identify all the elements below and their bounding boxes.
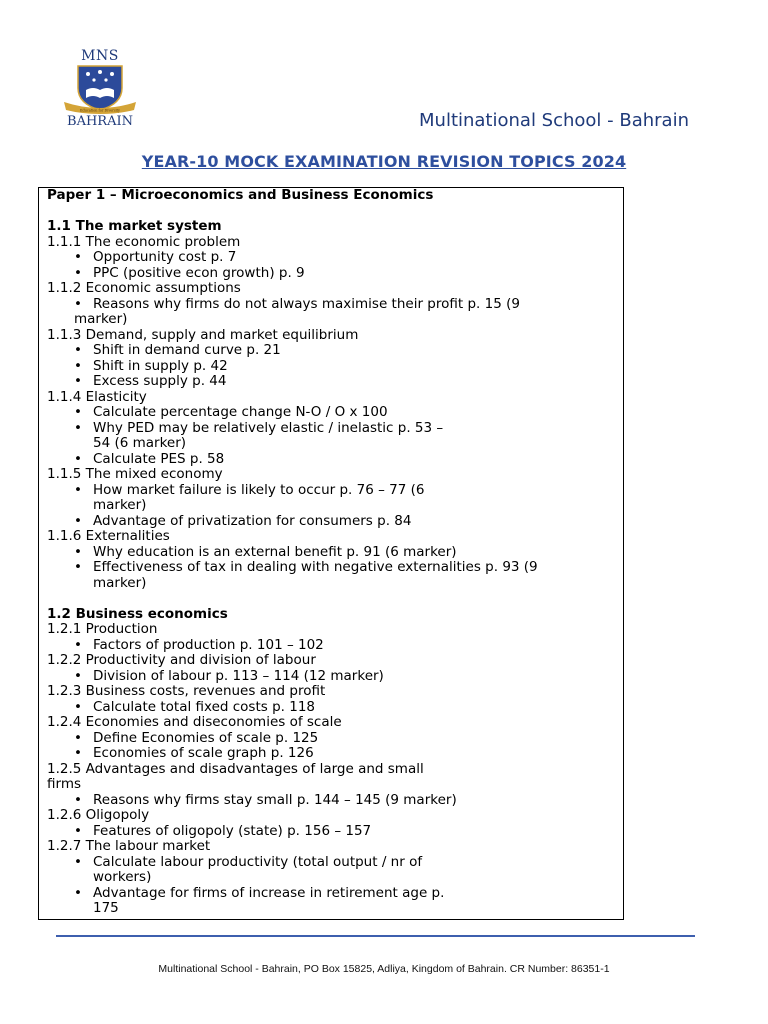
list-item: • Calculate percentage change N-O / O x 100: [74, 404, 388, 420]
list-item: • Factors of production p. 101 – 102: [74, 636, 324, 653]
list-item: • Division of labour p. 113 – 114 (12 marker): [74, 667, 384, 684]
topic-heading: 1.2.2 Productivity and division of labour: [47, 652, 316, 668]
list-item-continued: 175: [93, 900, 119, 916]
list-item: • Shift in supply p. 42: [74, 357, 228, 374]
list-item-continued: marker): [93, 497, 147, 513]
list-item-continued: workers): [93, 869, 152, 885]
topic-heading: 1.2.4 Economies and diseconomies of scale: [47, 714, 342, 730]
topic-heading: 1.2.5 Advantages and disadvantages of large and small: [47, 760, 424, 777]
list-item-continued: marker): [74, 311, 128, 327]
list-item: • Advantage of privatization for consumers p. 84: [74, 512, 412, 529]
topic-heading: 1.2.3 Business costs, revenues and profit: [47, 683, 326, 699]
topic-heading: 1.1.3 Demand, supply and market equilibrium: [47, 326, 359, 343]
topic-heading: 1.1.5 The mixed economy: [47, 466, 223, 482]
list-item: • Shift in demand curve p. 21: [74, 342, 281, 358]
logo-mns-text: MNS: [81, 48, 119, 64]
list-item: • Reasons why firms stay small p. 144 – 145 (9 marker): [74, 791, 457, 808]
list-item: • Why PED may be relatively elastic / inelastic p. 53 –: [74, 419, 444, 436]
list-item: • Why education is an external benefit p. 91 (6 marker): [74, 543, 457, 560]
section-heading: 1.2 Business economics: [47, 605, 228, 622]
list-item-continued: marker): [93, 574, 147, 591]
list-item: • PPC (positive econ growth) p. 9: [74, 264, 305, 281]
logo-bahrain-text: BAHRAIN: [67, 114, 133, 129]
list-item: • Advantage for firms of increase in retirement age p.: [74, 884, 445, 901]
topic-heading: 1.1.6 Externalities: [47, 528, 170, 544]
paper-title: Paper 1 – Microeconomics and Business Economics: [47, 187, 434, 203]
spacer: [47, 204, 615, 220]
school-logo: [60, 48, 140, 132]
section-heading: 1.1 The market system: [47, 218, 222, 234]
list-item: • Calculate total fixed costs p. 118: [74, 698, 315, 715]
list-item: • Economies of scale graph p. 126: [74, 745, 314, 761]
topic-heading: 1.1.4 Elasticity: [47, 388, 147, 405]
topic-heading: 1.1.2 Economic assumptions: [47, 280, 241, 296]
logo-motto: Education for Diversity: [80, 108, 120, 113]
list-item: • Features of oligopoly (state) p. 156 – 157: [74, 822, 372, 839]
page-title: YEAR-10 MOCK EXAMINATION REVISION TOPICS 2024: [141, 152, 627, 171]
list-item-continued: 54 (6 marker): [93, 435, 187, 451]
footer-address: Multinational School - Bahrain, PO Box 15825, Adliya, Kingdom of Bahrain. CR Number: 86351-1: [158, 963, 610, 975]
list-item: • Opportunity cost p. 7: [74, 249, 237, 265]
topic-heading: 1.2.7 The labour market: [47, 838, 211, 854]
list-item: • Excess supply p. 44: [74, 373, 227, 389]
topic-heading-continued: firms: [47, 776, 82, 792]
topic-heading: 1.2.6 Oligopoly: [47, 807, 150, 823]
list-item: • How market failure is likely to occur p. 76 – 77 (6: [74, 481, 425, 498]
school-name: Multinational School - Bahrain: [419, 110, 689, 131]
list-item: • Calculate labour productivity (total output / nr of: [74, 853, 423, 870]
spacer: [47, 591, 615, 607]
topic-heading: 1.1.1 The economic problem: [47, 233, 241, 250]
topic-heading: 1.2.1 Production: [47, 621, 158, 637]
list-item: • Define Economies of scale p. 125: [74, 729, 319, 746]
list-item: • Effectiveness of tax in dealing with negative externalities p. 93 (9: [74, 559, 538, 575]
topics-box: [38, 187, 624, 920]
list-item: • Reasons why firms do not always maximise their profit p. 15 (9: [74, 295, 520, 312]
list-item: • Calculate PES p. 58: [74, 450, 225, 467]
crest-icon: [62, 64, 138, 114]
footer-divider: [56, 935, 695, 937]
